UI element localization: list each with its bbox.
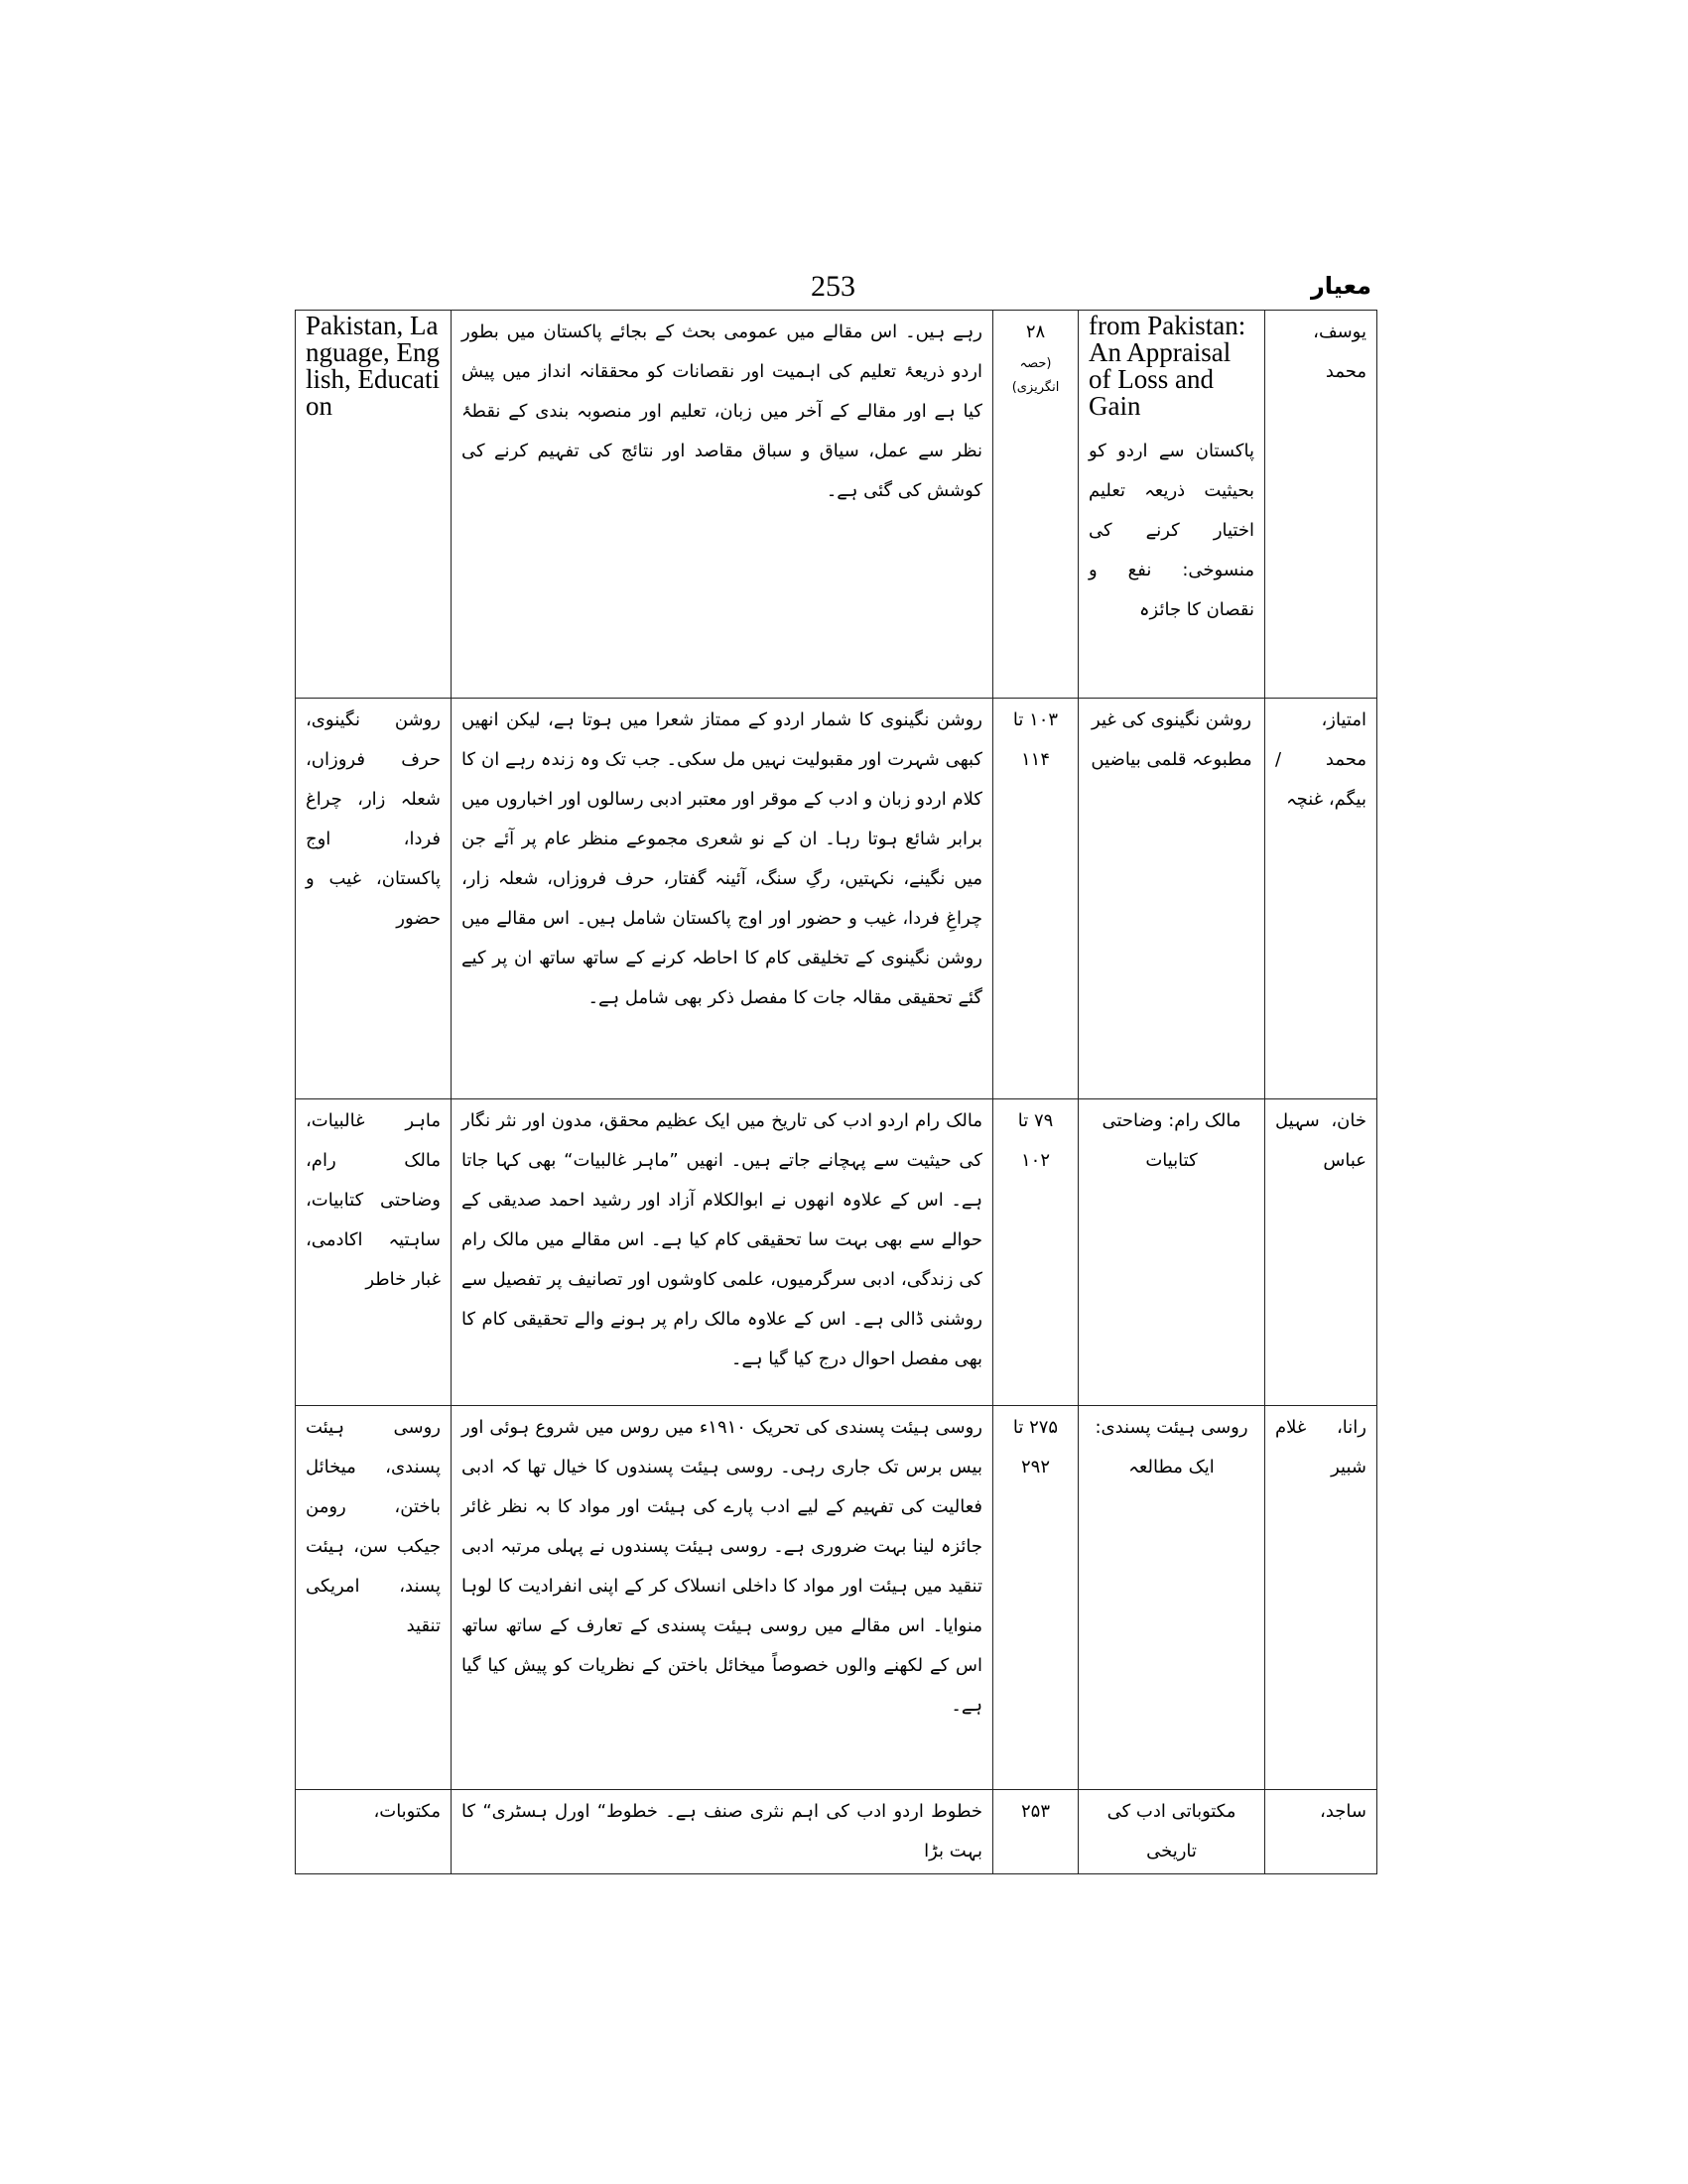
title: روسی ہیئت پسندی: ایک مطالعہ	[1095, 1417, 1248, 1477]
author: رانا، غلام شبیر	[1275, 1417, 1366, 1477]
table-row	[296, 311, 1377, 699]
title: مکتوباتی ادب کی تاریخی	[1106, 1801, 1236, 1862]
table-row	[296, 1406, 1377, 1790]
abstract: روشن نگینوی کا شمار اردو کے ممتاز شعرا میں ہوتا ہے، لیکن انھیں کبھی شہرت اور مقبولیت نہیں مل سکی۔ جب تک وہ زندہ رہے ان کا کلام اردو زبان و ادب کے موقر اور معتبر ادبی رسالوں اور اخباروں میں برابر شائع ہوتا رہا۔ ان کے نو شعری مجموعے منظر عام پر آئے جن میں نگینے، نکہتیں، رگِ سنگ، آئینہ گفتار، حرف فروزاں، شعلہ زار، چراغِ فردا، غیب و حضور اور اوج پاکستان شامل ہیں۔ اس مقالے میں روشن نگینوی کے تخلیقی کام کا احاطہ کرنے کے ساتھ ساتھ ان پر کیے گئے تحقیقی مقالہ جات کا مفصل ذکر بھی شامل ہے۔	[461, 709, 982, 1008]
table-row	[296, 1099, 1377, 1406]
abstract: روسی ہیئت پسندی کی تحریک ۱۹۱۰ء میں روس میں شروع ہوئی اور بیس برس تک جاری رہی۔ روسی ہیئت پسندوں کا خیال تھا کہ ادبی فعالیت کی تفہیم کے لیے ادب پارے کی ہیئت اور مواد کا بہ نظر غائر جائزہ لینا بہت ضروری ہے۔ روسی ہیئت پسندوں نے پہلی مرتبہ ادبی تنقید میں ہیئت اور مواد کا داخلی انسلاک کر کے اپنی انفرادیت کا لوہا منوایا۔ اس مقالے میں روسی ہیئت پسندی کے تعارف کے ساتھ ساتھ اس کے لکھنے والوں خصوصاً میخائل باختن کے نظریات کو پیش کیا گیا ہے۔	[461, 1417, 982, 1716]
author-cell	[1265, 699, 1377, 1099]
title-cell	[1079, 1099, 1265, 1406]
author-cell	[1265, 1790, 1377, 1874]
title: روشن نگینوی کی غیر مطبوعہ قلمی بیاضیں	[1091, 709, 1252, 770]
author: ساجد،	[1320, 1801, 1366, 1822]
author-cell	[1265, 311, 1377, 699]
title-cell	[1079, 311, 1265, 699]
abstract-cell	[452, 699, 993, 1099]
page-range: ۲۵۳	[1020, 1801, 1050, 1822]
title: مالک رام: وضاحتی کتابیات	[1102, 1110, 1241, 1171]
author-cell	[1265, 1406, 1377, 1790]
author-cell	[1265, 1099, 1377, 1406]
author: یوسف، محمد	[1313, 321, 1366, 382]
abstract-cell	[452, 311, 993, 699]
page-header	[295, 270, 1371, 310]
keywords-cell	[296, 699, 452, 1099]
page-number: 253	[811, 270, 855, 303]
title-cell	[1079, 1406, 1265, 1790]
pages-cell	[993, 311, 1079, 699]
keywords: روسی ہیئت پسندی، میخائل باختن، رومن جیکب سن، ہیئت پسند، امریکی تنقید	[306, 1417, 441, 1636]
pages-cell	[993, 699, 1079, 1099]
author: امتیاز، محمد / بیگم، غنچہ	[1275, 709, 1366, 810]
keywords-cell	[296, 1406, 452, 1790]
page-note: (حصہ انگریزی)	[1011, 356, 1060, 395]
abstract: خطوط اردو ادب کی اہم نثری صنف ہے۔ خطوط“ اورل ہسٹری“ کا بہت بڑا	[461, 1801, 982, 1862]
title-cell	[1079, 699, 1265, 1099]
table-row	[296, 1790, 1377, 1874]
abstract-cell	[452, 1099, 993, 1406]
abstract-cell	[452, 1406, 993, 1790]
abstract: رہے ہیں۔ اس مقالے میں عمومی بحث کے بجائے پاکستان میں بطور اردو ذریعۂ تعلیم کی اہمیت اور نقصانات کو محققانہ انداز میں پیش کیا ہے اور مقالے کے آخر میں زبان، تعلیم اور منصوبہ بندی کے نقطۂ نظر سے عمل، سیاق و سباق مقاصد اور نتائج کی تفہیم کرنے کی کوشش کی گئی ہے۔	[461, 321, 982, 501]
page-range: ۱۰۳ تا ۱۱۴	[1012, 709, 1059, 770]
keywords: Pakistan, Language, English, Education	[306, 311, 440, 421]
keywords: روشن نگینوی، حرف فروزاں، شعلہ زار، چراغ فردا، اوج پاکستان، غیب و حضور	[306, 709, 441, 929]
keywords: ماہر غالبیات، مالک رام، وضاحتی کتابیات، ساہتیہ اکادمی، غبار خاطر	[306, 1110, 441, 1290]
title-cell	[1079, 1790, 1265, 1874]
index-table	[295, 310, 1377, 1874]
pages-cell	[993, 1099, 1079, 1406]
author: خان، سہیل عباس	[1275, 1110, 1366, 1171]
title-urdu: پاکستان سے اردو کو بحیثیت ذریعہ تعلیم اختیار کرنے کی منسوخی: نفع و نقصان کا جائزہ	[1089, 441, 1254, 620]
keywords-cell	[296, 1790, 452, 1874]
journal-name: معیار	[1310, 272, 1371, 300]
page-range: ۲۷۵ تا ۲۹۲	[1012, 1417, 1059, 1477]
page-range: ۲۸	[1025, 321, 1046, 342]
table-row	[296, 699, 1377, 1099]
page-range: ۷۹ تا ۱۰۲	[1017, 1110, 1054, 1171]
keywords-cell	[296, 311, 452, 699]
keywords-cell	[296, 1099, 452, 1406]
keywords: مکتوبات،	[373, 1801, 441, 1822]
pages-cell	[993, 1406, 1079, 1790]
pages-cell	[993, 1790, 1079, 1874]
abstract: مالک رام اردو ادب کی تاریخ میں ایک عظیم محقق، مدون اور نثر نگار کی حیثیت سے پہچانے جاتے ہیں۔ انھیں ”ماہر غالبیات“ بھی کہا جاتا ہے۔ اس کے علاوہ انھوں نے ابوالکلام آزاد اور رشید احمد صدیقی کے حوالے سے بھی بہت سا تحقیقی کام کیا ہے۔ اس مقالے میں مالک رام کی زندگی، ادبی سرگرمیوں، علمی کاوشوں اور تصانیف پر تفصیل سے روشنی ڈالی ہے۔ اس کے علاوہ مالک رام پر ہونے والے تحقیقی کام کا بھی مفصل احوال درج کیا گیا ہے۔	[461, 1110, 982, 1369]
abstract-cell	[452, 1790, 993, 1874]
title-english: from Pakistan: An Appraisal of Loss and Gain	[1089, 311, 1246, 421]
